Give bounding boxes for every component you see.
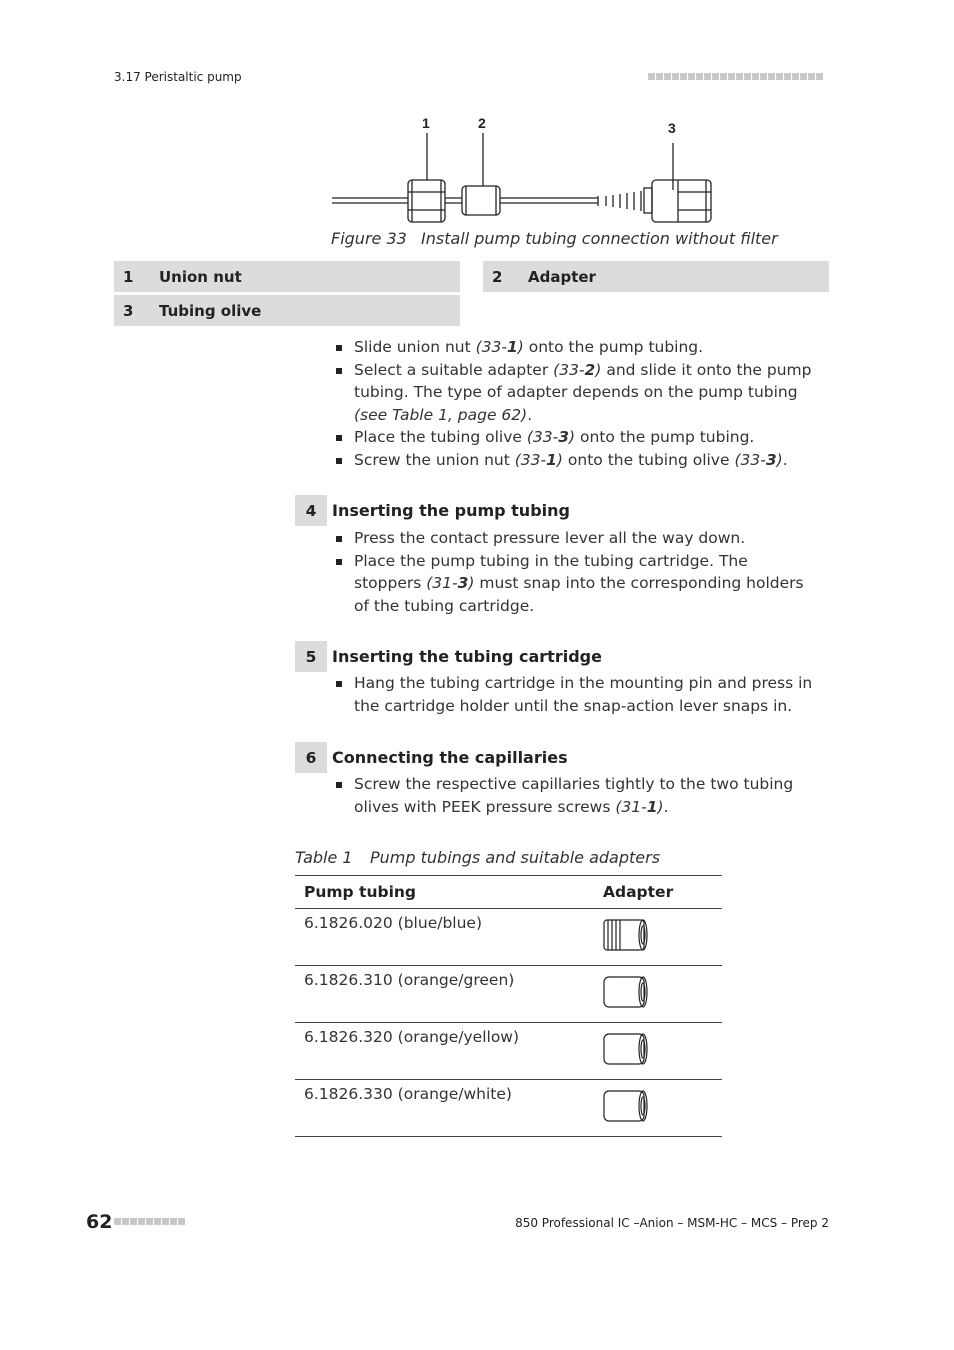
- table-row: 6.1826.320 (orange/yellow): [295, 1023, 722, 1080]
- table-caption: [295, 848, 660, 867]
- legend-item-union-nut: 1 Union nut: [114, 261, 460, 292]
- column-header-adapter: Adapter: [594, 876, 722, 909]
- table-title: Pump tubings and suitable adapters: [370, 848, 661, 867]
- union-nut-olive-icon: [652, 180, 711, 222]
- legend-item-tubing-olive: 3 Tubing olive: [114, 295, 460, 326]
- step-5-heading: 5 Inserting the tubing cartridge: [295, 641, 602, 672]
- adapter-icon: [603, 1032, 649, 1066]
- list-item: Hang the tubing cartridge in the mounting pin and press in the cartridge holder until the snap-action lever snaps in.: [332, 672, 822, 717]
- legend-item-adapter: 2 Adapter: [483, 261, 829, 292]
- intro-bullets: [332, 336, 832, 471]
- tubing-olive-icon: [598, 188, 652, 213]
- figure-caption: [331, 229, 778, 248]
- step-6-bullets: [332, 773, 822, 818]
- figure-title: Install pump tubing connection without filter: [421, 229, 778, 248]
- step-5-bullets: [332, 672, 822, 717]
- table-row: 6.1826.330 (orange/white): [295, 1080, 722, 1137]
- step-4-heading: 4 Inserting the pump tubing: [295, 495, 570, 526]
- table-number: Table 1: [295, 848, 353, 867]
- list-item: Slide union nut (33-1) onto the pump tubing.: [332, 336, 832, 359]
- step-4-bullets: [332, 527, 812, 617]
- list-item: Select a suitable adapter (33-2) and slide it onto the pump tubing. The type of adapter depends on the pump tubing (see Table 1, page 62).: [332, 359, 832, 427]
- list-item: Place the tubing olive (33-3) onto the pump tubing.: [332, 426, 832, 449]
- callout-3: 3: [668, 120, 676, 136]
- table-reference-link[interactable]: (see Table 1, page 62): [354, 405, 528, 424]
- adapter-icon: [462, 186, 500, 215]
- table-row: 6.1826.020 (blue/blue): [295, 909, 722, 966]
- header-decoration: [648, 73, 823, 80]
- page-number: 62: [86, 1211, 113, 1233]
- callout-2: 2: [478, 115, 486, 131]
- pump-tubings-table: [295, 875, 722, 1137]
- pump-tubing-connection-figure: [330, 110, 715, 230]
- document-title: 850 Professional IC –Anion – MSM-HC – MCS – Prep 2: [515, 1216, 829, 1230]
- table-row: 6.1826.310 (orange/green): [295, 966, 722, 1023]
- list-item: Press the contact pressure lever all the way down.: [332, 527, 812, 550]
- section-header: 3.17 Peristaltic pump: [114, 70, 242, 84]
- step-6-heading: 6 Connecting the capillaries: [295, 742, 568, 773]
- adapter-icon: [603, 1089, 649, 1123]
- union-nut-icon: [408, 180, 445, 222]
- list-item: Screw the respective capillaries tightly to the two tubing olives with PEEK pressure screws (31-1).: [332, 773, 822, 818]
- column-header-pump-tubing: Pump tubing: [295, 876, 594, 909]
- list-item: Place the pump tubing in the tubing cartridge. The stoppers (31-3) must snap into the corresponding holders of the tubing cartridge.: [332, 550, 812, 618]
- adapter-grooved-icon: [603, 918, 649, 952]
- figure-number: Figure 33: [331, 229, 407, 248]
- list-item: Screw the union nut (33-1) onto the tubing olive (33-3).: [332, 449, 832, 472]
- callout-1: 1: [422, 115, 430, 131]
- adapter-icon: [603, 975, 649, 1009]
- footer-decoration: [114, 1218, 185, 1225]
